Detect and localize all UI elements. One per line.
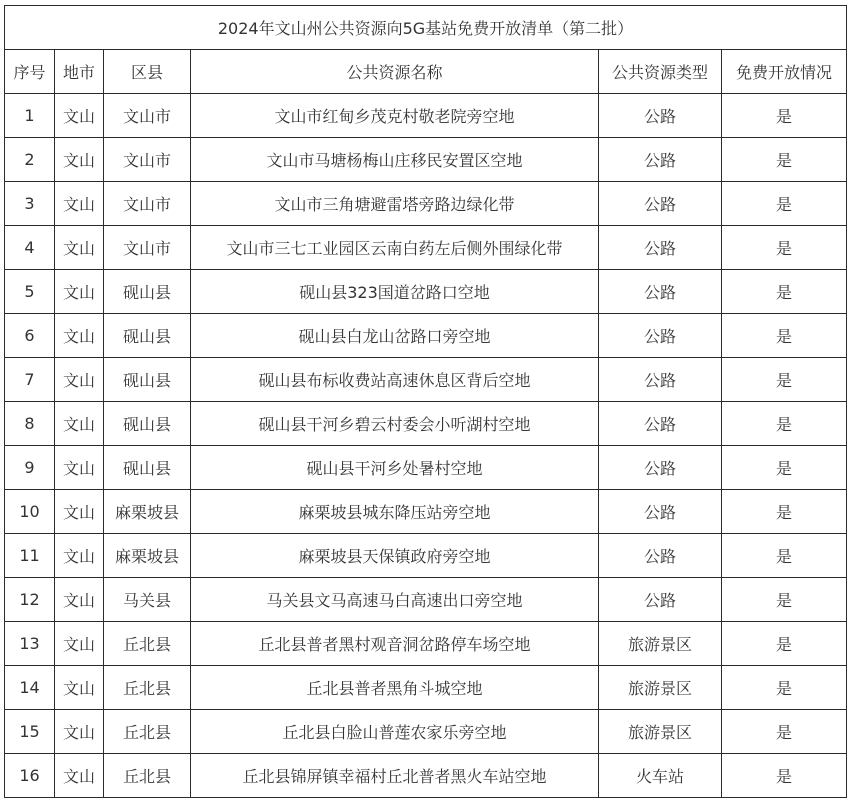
cell-county: 丘北县 <box>104 622 191 666</box>
cell-resource-type: 公路 <box>599 578 722 622</box>
table-row <box>5 138 847 182</box>
cell-city: 文山 <box>55 94 104 138</box>
cell-resource-name: 砚山县布标收费站高速休息区背后空地 <box>191 358 599 402</box>
cell-county: 文山市 <box>104 94 191 138</box>
table-title: 2024年文山州公共资源向5G基站免费开放清单（第二批） <box>5 6 847 50</box>
cell-free-open: 是 <box>722 578 847 622</box>
cell-city: 文山 <box>55 666 104 710</box>
cell-resource-name: 砚山县323国道岔路口空地 <box>191 270 599 314</box>
cell-resource-name: 丘北县普者黑村观音洞岔路停车场空地 <box>191 622 599 666</box>
table-row <box>5 402 847 446</box>
table-row <box>5 358 847 402</box>
table-row <box>5 490 847 534</box>
cell-resource-type: 旅游景区 <box>599 710 722 754</box>
cell-free-open: 是 <box>722 94 847 138</box>
cell-resource-type: 公路 <box>599 402 722 446</box>
cell-resource-type: 公路 <box>599 270 722 314</box>
cell-county: 砚山县 <box>104 358 191 402</box>
cell-index: 15 <box>5 710 55 754</box>
cell-city: 文山 <box>55 578 104 622</box>
cell-resource-name: 文山市红甸乡茂克村敬老院旁空地 <box>191 94 599 138</box>
cell-free-open: 是 <box>722 666 847 710</box>
cell-resource-type: 公路 <box>599 358 722 402</box>
table-row <box>5 182 847 226</box>
cell-resource-name: 文山市三角塘避雷塔旁路边绿化带 <box>191 182 599 226</box>
cell-county: 麻栗坡县 <box>104 534 191 578</box>
header-row <box>5 50 847 94</box>
cell-free-open: 是 <box>722 402 847 446</box>
cell-free-open: 是 <box>722 490 847 534</box>
cell-resource-name: 丘北县普者黑角斗城空地 <box>191 666 599 710</box>
cell-free-open: 是 <box>722 358 847 402</box>
cell-resource-name: 丘北县白脸山普莲农家乐旁空地 <box>191 710 599 754</box>
cell-resource-type: 旅游景区 <box>599 622 722 666</box>
cell-index: 16 <box>5 754 55 798</box>
resource-table <box>4 5 847 798</box>
cell-county: 砚山县 <box>104 314 191 358</box>
cell-free-open: 是 <box>722 226 847 270</box>
cell-index: 1 <box>5 94 55 138</box>
cell-free-open: 是 <box>722 138 847 182</box>
cell-free-open: 是 <box>722 270 847 314</box>
cell-free-open: 是 <box>722 534 847 578</box>
cell-index: 2 <box>5 138 55 182</box>
cell-index: 11 <box>5 534 55 578</box>
cell-resource-type: 公路 <box>599 182 722 226</box>
cell-county: 麻栗坡县 <box>104 490 191 534</box>
cell-resource-type: 公路 <box>599 446 722 490</box>
cell-city: 文山 <box>55 182 104 226</box>
cell-city: 文山 <box>55 710 104 754</box>
cell-city: 文山 <box>55 314 104 358</box>
table-row <box>5 622 847 666</box>
header-county: 区县 <box>104 50 191 94</box>
cell-index: 3 <box>5 182 55 226</box>
cell-index: 9 <box>5 446 55 490</box>
cell-city: 文山 <box>55 534 104 578</box>
cell-index: 14 <box>5 666 55 710</box>
cell-index: 7 <box>5 358 55 402</box>
table-row <box>5 270 847 314</box>
cell-resource-type: 旅游景区 <box>599 666 722 710</box>
cell-index: 6 <box>5 314 55 358</box>
cell-index: 8 <box>5 402 55 446</box>
cell-resource-type: 公路 <box>599 534 722 578</box>
cell-index: 12 <box>5 578 55 622</box>
cell-city: 文山 <box>55 402 104 446</box>
cell-resource-name: 砚山县干河乡碧云村委会小听湖村空地 <box>191 402 599 446</box>
cell-resource-name: 马关县文马高速马白高速出口旁空地 <box>191 578 599 622</box>
cell-index: 13 <box>5 622 55 666</box>
cell-resource-name: 麻栗坡县城东降压站旁空地 <box>191 490 599 534</box>
header-resource-type: 公共资源类型 <box>599 50 722 94</box>
table-row <box>5 226 847 270</box>
cell-resource-name: 文山市三七工业园区云南白药左后侧外围绿化带 <box>191 226 599 270</box>
table-row <box>5 534 847 578</box>
cell-free-open: 是 <box>722 754 847 798</box>
cell-city: 文山 <box>55 358 104 402</box>
cell-county: 砚山县 <box>104 446 191 490</box>
header-resource-name: 公共资源名称 <box>191 50 599 94</box>
table-row <box>5 314 847 358</box>
cell-city: 文山 <box>55 754 104 798</box>
cell-resource-type: 公路 <box>599 138 722 182</box>
cell-city: 文山 <box>55 622 104 666</box>
cell-resource-name: 砚山县白龙山岔路口旁空地 <box>191 314 599 358</box>
cell-county: 丘北县 <box>104 710 191 754</box>
header-free-open: 免费开放情况 <box>722 50 847 94</box>
cell-county: 文山市 <box>104 182 191 226</box>
cell-county: 砚山县 <box>104 270 191 314</box>
cell-county: 文山市 <box>104 226 191 270</box>
cell-free-open: 是 <box>722 710 847 754</box>
cell-resource-type: 火车站 <box>599 754 722 798</box>
cell-index: 10 <box>5 490 55 534</box>
table-row <box>5 666 847 710</box>
header-city: 地市 <box>55 50 104 94</box>
cell-city: 文山 <box>55 226 104 270</box>
table-row <box>5 94 847 138</box>
cell-city: 文山 <box>55 446 104 490</box>
cell-county: 丘北县 <box>104 666 191 710</box>
cell-city: 文山 <box>55 490 104 534</box>
cell-resource-name: 砚山县干河乡处暑村空地 <box>191 446 599 490</box>
cell-free-open: 是 <box>722 314 847 358</box>
cell-county: 马关县 <box>104 578 191 622</box>
table-row <box>5 710 847 754</box>
cell-resource-type: 公路 <box>599 490 722 534</box>
cell-free-open: 是 <box>722 622 847 666</box>
cell-free-open: 是 <box>722 446 847 490</box>
table-row <box>5 578 847 622</box>
cell-county: 丘北县 <box>104 754 191 798</box>
cell-index: 4 <box>5 226 55 270</box>
cell-resource-name: 麻栗坡县天保镇政府旁空地 <box>191 534 599 578</box>
cell-city: 文山 <box>55 270 104 314</box>
table-row <box>5 446 847 490</box>
cell-county: 砚山县 <box>104 402 191 446</box>
table-row <box>5 754 847 798</box>
cell-county: 文山市 <box>104 138 191 182</box>
cell-resource-type: 公路 <box>599 94 722 138</box>
cell-index: 5 <box>5 270 55 314</box>
cell-resource-name: 文山市马塘杨梅山庄移民安置区空地 <box>191 138 599 182</box>
cell-resource-type: 公路 <box>599 226 722 270</box>
title-row <box>5 6 847 50</box>
cell-city: 文山 <box>55 138 104 182</box>
cell-free-open: 是 <box>722 182 847 226</box>
header-index: 序号 <box>5 50 55 94</box>
cell-resource-type: 公路 <box>599 314 722 358</box>
table-body <box>5 94 847 798</box>
cell-resource-name: 丘北县锦屏镇幸福村丘北普者黑火车站空地 <box>191 754 599 798</box>
